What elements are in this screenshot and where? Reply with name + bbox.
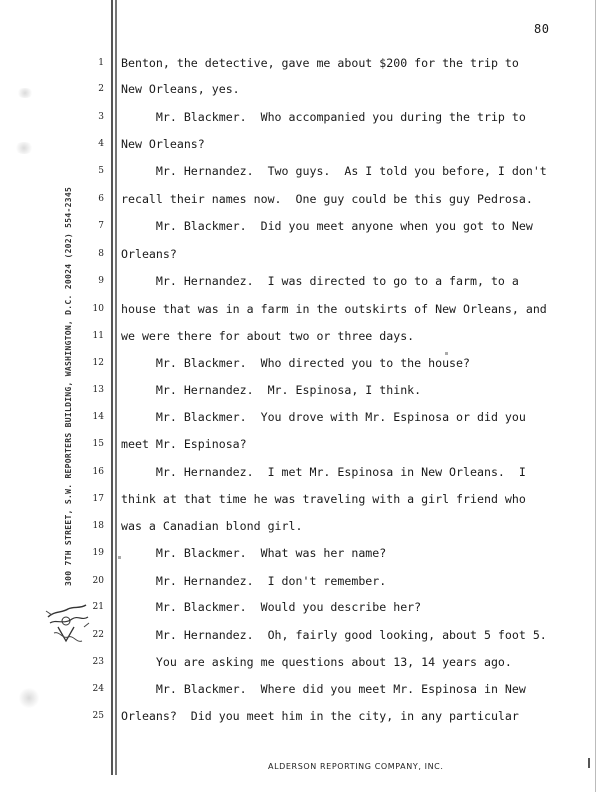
line-number: 13 <box>92 385 104 395</box>
line-number: 15 <box>92 439 104 449</box>
transcript-line: You are asking me questions about 13, 14 years ago. <box>121 655 512 669</box>
transcript-line: Mr. Hernandez. I don't remember. <box>121 574 387 588</box>
transcript-line: Mr. Hernandez. I met Mr. Espinosa in New Orleans. I <box>121 465 526 479</box>
transcript-line: New Orleans, yes. <box>121 82 240 96</box>
scan-smudge <box>14 142 34 154</box>
transcript-line: Orleans? Did you meet him in the city, in any particular <box>121 709 519 723</box>
transcript-line: Benton, the detective, gave me about $200 for the trip to <box>121 56 519 70</box>
transcript-line: Mr. Blackmer. Who accompanied you during the trip to <box>121 110 526 124</box>
transcript-line: Mr. Blackmer. What was her name? <box>121 546 387 560</box>
line-number: 10 <box>92 304 104 314</box>
transcript-line: New Orleans? <box>121 137 205 151</box>
line-number: 11 <box>92 331 104 341</box>
transcript-line: Orleans? <box>121 247 177 261</box>
line-number: 14 <box>92 412 104 422</box>
scan-smudge <box>16 88 34 98</box>
transcript-line: meet Mr. Espinosa? <box>121 437 247 451</box>
transcript-line: recall their names now. One guy could be this guy Pedrosa. <box>121 192 533 206</box>
footer-company: ALDERSON REPORTING COMPANY, INC. <box>268 762 444 771</box>
transcript-line: Mr. Hernandez. Mr. Espinosa, I think. <box>121 383 422 397</box>
margin-rule-right <box>595 0 596 792</box>
transcript-line: Mr. Hernandez. Two guys. As I told you before, I don't <box>121 164 547 178</box>
line-number: 17 <box>92 494 104 504</box>
reporter-address: 300 7TH STREET, S.W. REPORTERS BUILDING, WASHINGTON, D.C. 20024 (202) 554-2345 <box>64 186 73 586</box>
transcript-line: was a Canadian blond girl. <box>121 519 303 533</box>
transcript-line: Mr. Blackmer. Did you meet anyone when you got to New <box>121 219 533 233</box>
line-number: 9 <box>98 276 104 286</box>
line-number: 22 <box>92 630 104 640</box>
line-number: 2 <box>98 84 104 94</box>
transcript-line: we were there for about two or three days. <box>121 329 415 343</box>
line-number: 8 <box>98 249 104 259</box>
transcript-line: Mr. Blackmer. You drove with Mr. Espinosa or did you <box>121 410 526 424</box>
line-number: 25 <box>92 711 104 721</box>
transcript-line: house that was in a farm in the outskirts of New Orleans, and <box>121 302 547 316</box>
margin-rule-inner <box>115 0 117 775</box>
side-address-block <box>64 158 80 586</box>
line-number: 5 <box>98 166 104 176</box>
line-number: 18 <box>92 521 104 531</box>
scan-smudge <box>18 688 40 708</box>
line-number: 12 <box>92 358 104 368</box>
scan-mark <box>118 556 121 559</box>
transcript-line: Mr. Hernandez. I was directed to go to a farm, to a <box>121 274 519 288</box>
line-number: 4 <box>98 139 104 149</box>
line-number: 3 <box>98 112 104 122</box>
scan-mark <box>445 352 448 355</box>
margin-scribble-icon <box>44 597 90 649</box>
transcript-line: think at that time he was traveling with a girl friend who <box>121 492 526 506</box>
line-number: 16 <box>92 467 104 477</box>
line-number: 24 <box>92 684 104 694</box>
transcript-line: Mr. Hernandez. Oh, fairly good looking, about 5 foot 5. <box>121 628 547 642</box>
line-number: 20 <box>92 576 104 586</box>
transcript-line: Mr. Blackmer. Would you describe her? <box>121 600 422 614</box>
line-number: 21 <box>92 602 104 612</box>
line-number: 1 <box>98 58 104 68</box>
scan-mark <box>588 758 590 768</box>
line-number: 7 <box>98 221 104 231</box>
page-number: 80 <box>534 22 550 36</box>
margin-rule-outer <box>111 0 113 775</box>
line-number: 19 <box>92 548 104 558</box>
transcript-line: Mr. Blackmer. Where did you meet Mr. Espinosa in New <box>121 682 526 696</box>
transcript-line: Mr. Blackmer. Who directed you to the house? <box>121 356 471 370</box>
line-number: 23 <box>92 657 104 667</box>
line-number: 6 <box>98 194 104 204</box>
